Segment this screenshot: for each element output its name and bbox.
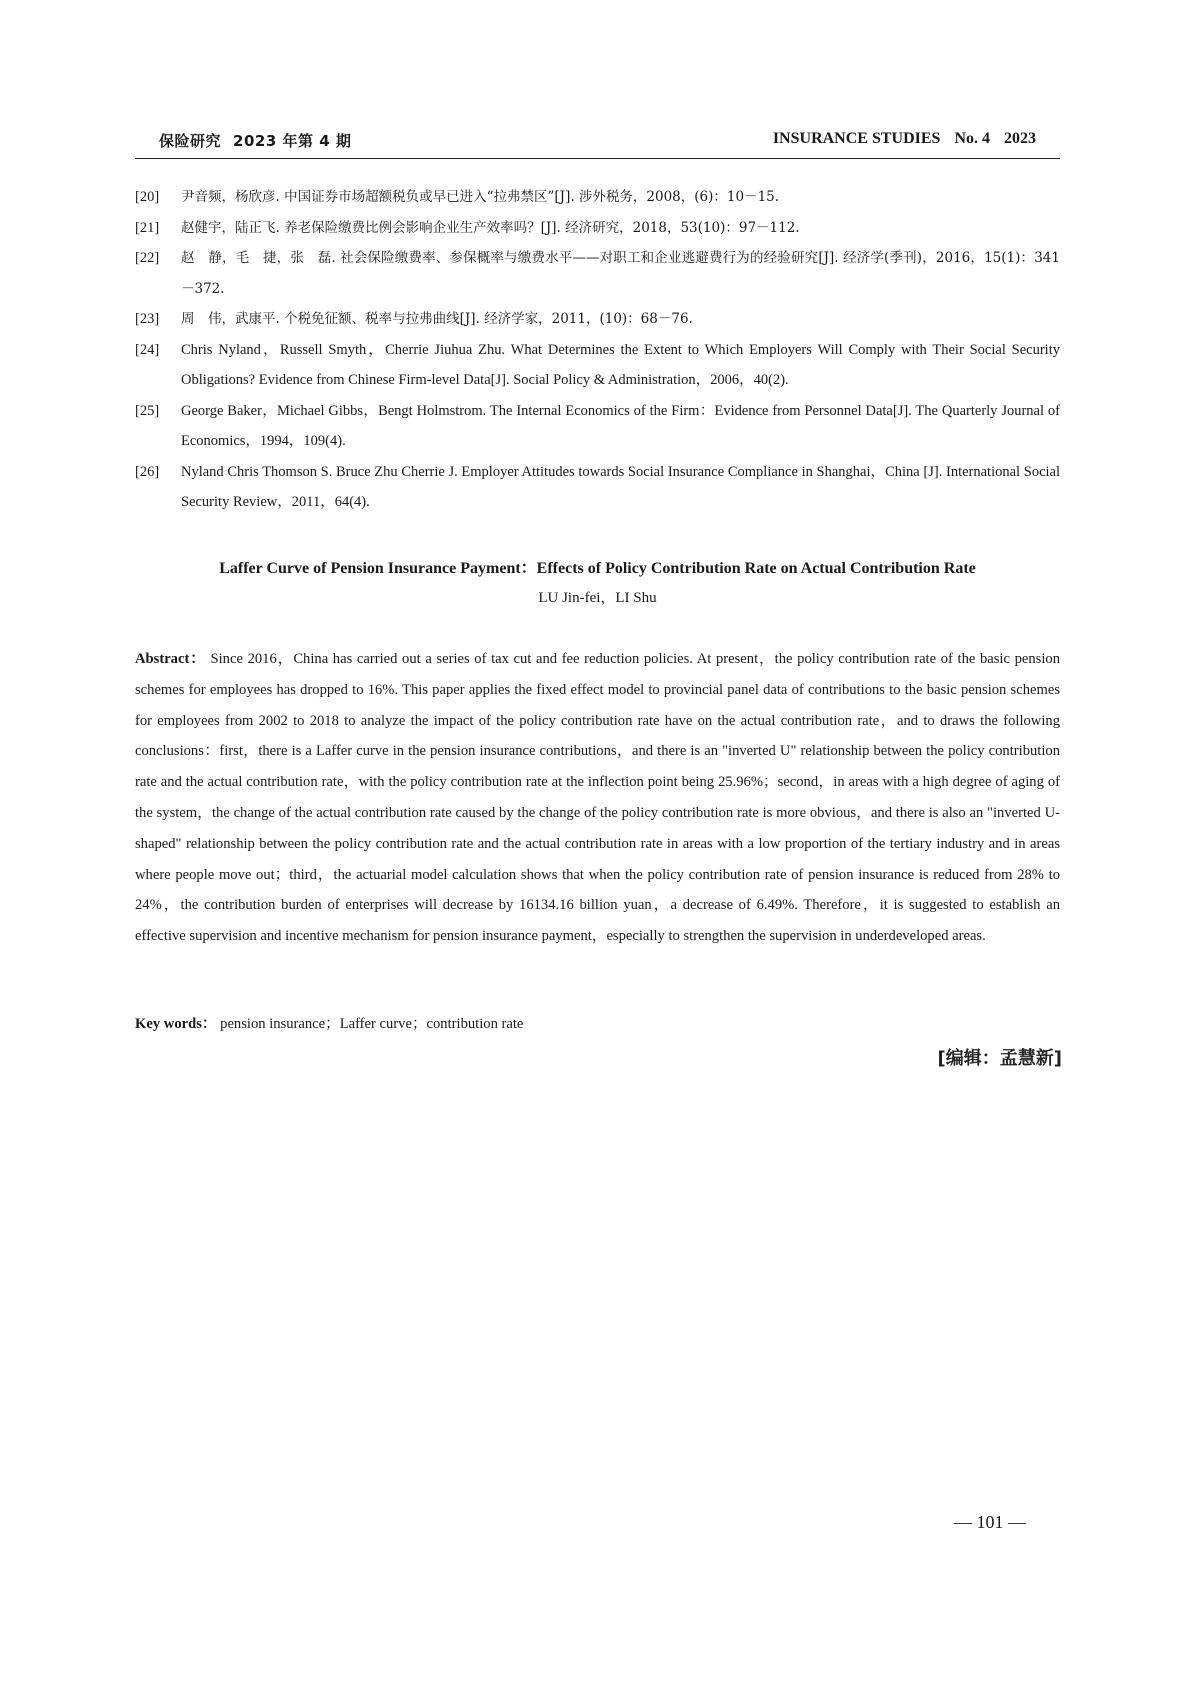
reference-number: [26] [135,463,160,480]
issue-number: No. 4 [954,130,990,147]
reference-text: 赵 静，毛 捷，张 磊. 社会保险缴费率、参保概率与缴费水平——对职工和企业逃避费行为的经验研究[J]. 经济学(季刊)，2016，15(1)：341－372. [181,250,1060,297]
keywords-label: Key words： [135,1016,217,1032]
issue-year: 2023 [1004,130,1036,147]
reference-text: 赵健宇，陆正飞. 养老保险缴费比例会影响企业生产效率吗？[J]. 经济研究，2018，53(10)：97－112. [181,219,800,236]
reference-text: Chris Nyland，Russell Smyth，Cherrie Jiuhua Zhu. What Determines the Extent to Which Employers Will Comply with Their Social Security Obligations? Evidence from Chinese Firm-level Data[J]. Social Policy & Administration，2006，40(2). [181,341,1060,388]
reference-number: [23] [135,311,160,327]
header-journal-cn [159,130,351,151]
reference-text: 尹音频，杨欣彦. 中国证券市场超额税负或早已进入“拉弗禁区”[J]. 涉外税务，2008，(6)：10－15. [181,189,780,205]
reference-text: Nyland Chris Thomson S. Bruce Zhu Cherrie J. Employer Attitudes towards Social Insurance Compliance in Shanghai，China [J]. International Social Security Review，2011，64(4). [181,463,1060,510]
reference-number: [20] [135,189,160,205]
reference-item [135,457,1060,518]
reference-text: 周 伟，武康平. 个税免征额、税率与拉弗曲线[J]. 经济学家，2011，(10)：68－76. [181,311,693,327]
article-title-en: Laffer Curve of Pension Insurance Payment：Effects of Policy Contribution Rate on Actual Contribution Rate [219,560,976,577]
reference-number: [24] [135,341,160,358]
page-number: — 101 — [954,1512,1026,1532]
reference-item [135,304,1060,335]
abstract-label: Abstract： [135,651,206,667]
abstract-text: Since 2016，China has carried out a series of tax cut and fee reduction policies. At present，the policy contribution rate of the basic pension schemes for employees has dropped to 16%. This paper applies the fixed effect model to provincial panel data of contributions to the basic pension schemes for employees from 2002 to 2018 to analyze the impact of the policy contribution rate have on the actual contribution rate，and to draws the following conclusions：first，there is a Laffer curve in the pension insurance contributions，and there is an "inverted U" relationship between the policy contribution rate and the actual contribution rate，with the policy contribution rate at the inflection point being 25.96%；second，in areas with a high degree of aging of the system，the change of the actual contribution rate caused by the change of the policy contribution rate is more obvious，and there is also an "inverted U-shaped" relationship between the policy contribution rate and the actual contribution rate in areas with a low proportion of the tertiary industry and in areas where people move out；third，the actuarial model calculation shows that when the policy contribution rate of pension insurance is reduced from 28% to 24%，the contribution burden of enterprises will decrease by 16134.16 billion yuan，a decrease of 6.49%. Therefore，it is suggested to establish an effective supervision and incentive mechanism for pension insurance payment，especially to strengthen the supervision in underdeveloped areas. [135,651,1060,945]
journal-name-cn: 保险研究 [159,132,222,150]
reference-number: [22] [135,250,160,266]
reference-number: [21] [135,219,160,236]
reference-item [135,335,1060,396]
reference-item [135,396,1060,457]
running-header [135,126,1060,159]
abstract-paragraph [135,644,1060,952]
journal-name-en: INSURANCE STUDIES [772,130,941,147]
reference-list [135,182,1060,518]
reference-item [135,213,1060,244]
reference-item [135,182,1060,213]
reference-number: [25] [135,402,160,419]
header-journal-en [773,130,1036,148]
issue-cn: 2023 年第 4 期 [233,132,352,150]
reference-item [135,243,1060,304]
editor-note: [编辑：孟慧新] [937,1048,1062,1069]
keywords-line [135,1012,1060,1033]
article-authors-en: LU Jin-fei，LI Shu [538,590,657,606]
keywords-text: pension insurance；Laffer curve；contribution rate [220,1016,524,1032]
reference-text: George Baker，Michael Gibbs，Bengt Holmstrom. The Internal Economics of the Firm：Evidence from Personnel Data[J]. The Quarterly Journal of Economics，1994，109(4). [181,402,1060,449]
